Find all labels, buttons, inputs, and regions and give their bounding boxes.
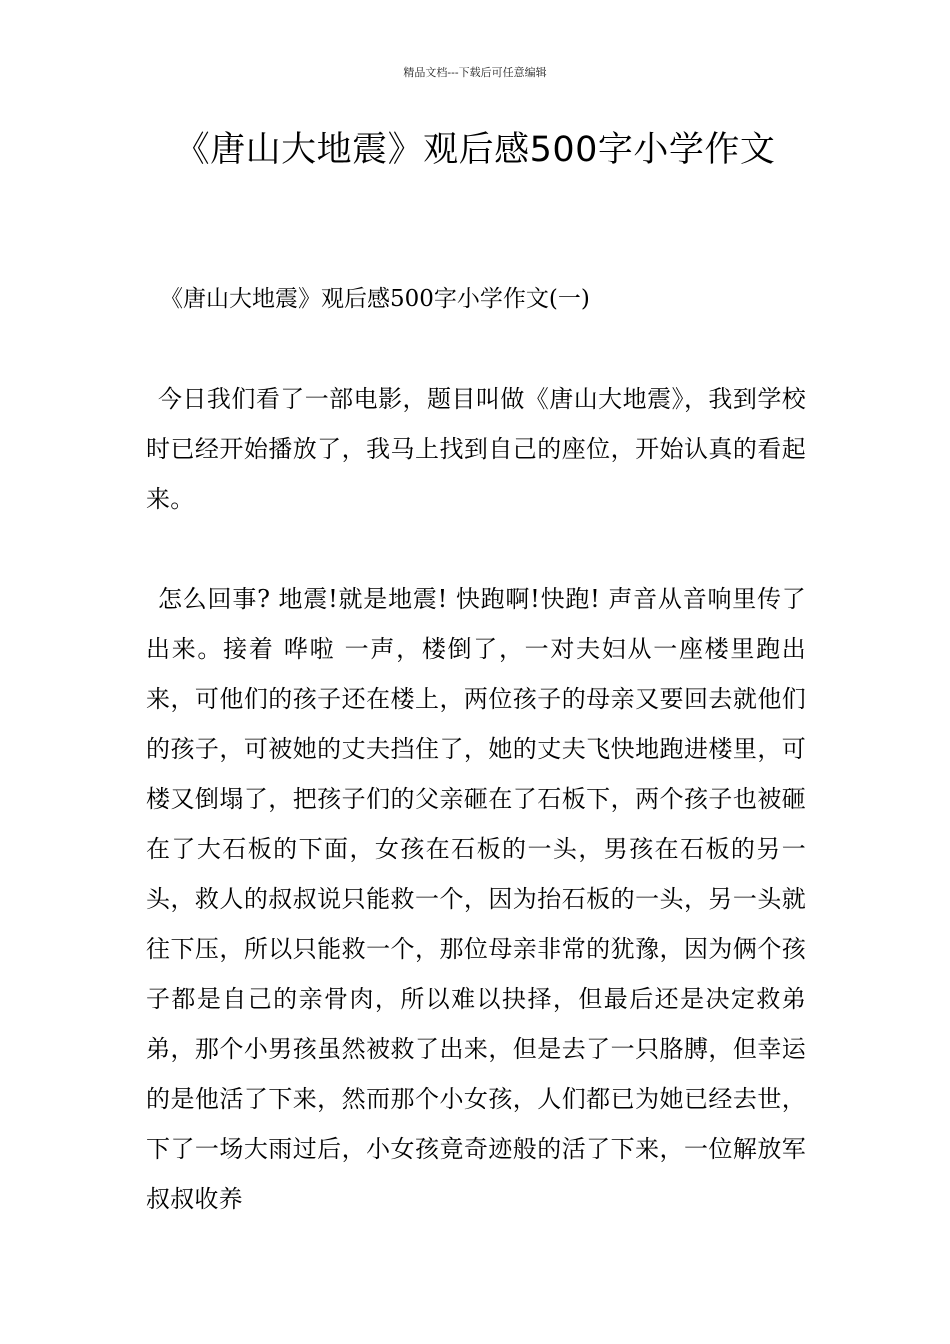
paragraph-2: 怎么回事? 地震!就是地震! 快跑啊!快跑! 声音从音响里传了出来。接着 哗啦 一声，楼倒了，一对夫妇从一座楼里跑出来，可他们的孩子还在楼上，两位孩子的母亲又要回去就他们的孩子，可被她的丈夫挡住了，她的丈夫飞快地跑进楼里，可楼又倒塌了，把孩子们的父亲砸在了石板下，两个孩子也被砸在了大石板的下面，女孩在石板的一头，男孩在石板的另一头，救人的叔叔说只能救一个，因为抬石板的一头，另一头就往下压，所以只能救一个，那位母亲非常的犹豫，因为俩个孩子都是自己的亲骨肉，所以难以抉择，但最后还是决定救弟弟，那个小男孩虽然被救了出来，但是去了一只胳膊，但幸运的是他活了下来，然而那个小女孩，人们都已为她已经去世，下了一场大雨过后，小女孩竟奇迹般的活了下来，一位解放军叔叔收养 [146, 585, 806, 1213]
paragraph-1: 今日我们看了一部电影，题目叫做《唐山大地震》，我到学校时已经开始播放了，我马上找到自己的座位，开始认真的看起来。 [146, 385, 806, 513]
header-note: 精品文档---下载后可任意编辑 [403, 66, 547, 79]
document-title: 《唐山大地震》观后感500字小学作文 [174, 130, 776, 170]
section-title: 《唐山大地震》观后感500字小学作文(一) [160, 286, 590, 312]
